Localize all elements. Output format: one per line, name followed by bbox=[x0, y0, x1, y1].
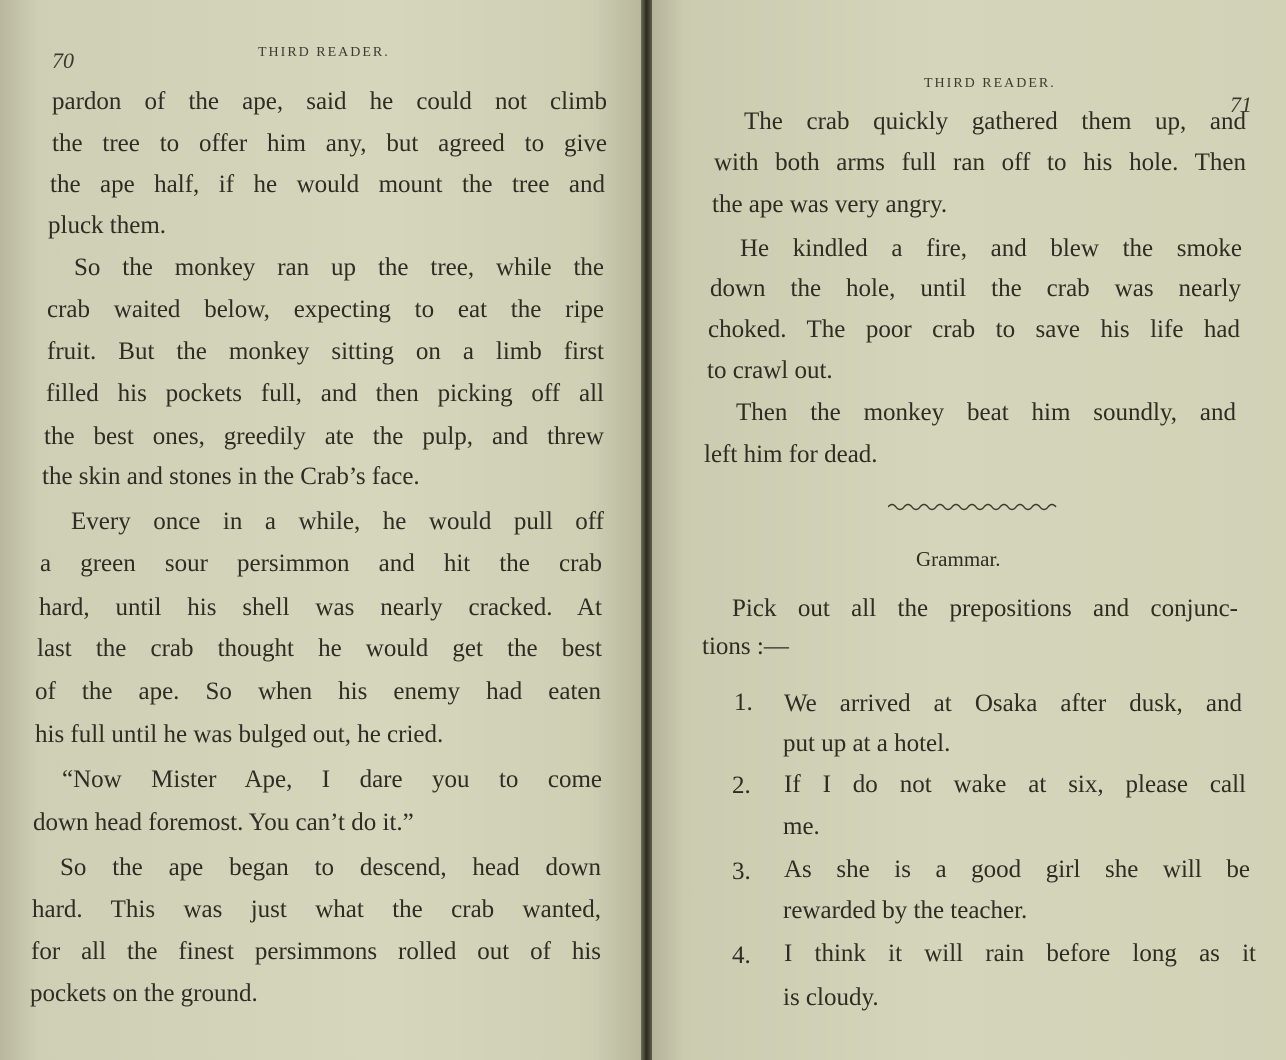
text-line: hard, until his shell was nearly cracked. At bbox=[39, 594, 602, 621]
text-line: his full until he was bulged out, he cried. bbox=[35, 721, 444, 748]
text-line: choked. The poor crab to save his life had bbox=[708, 316, 1240, 343]
wavy-separator bbox=[888, 501, 1058, 513]
exercise-line: me. bbox=[783, 813, 820, 840]
text-line: pluck them. bbox=[48, 212, 167, 239]
section-heading-grammar: Grammar. bbox=[916, 547, 1001, 571]
exercise-line: I think it will rain before long as it bbox=[784, 940, 1256, 967]
text-line: Then the monkey beat him soundly, and bbox=[736, 399, 1236, 426]
text-line: pardon of the ape, said he could not climb bbox=[52, 88, 607, 115]
running-head-left: THIRD READER. bbox=[258, 45, 390, 60]
exercise-number: 4. bbox=[732, 942, 751, 969]
exercise-line: rewarded by the teacher. bbox=[783, 897, 1028, 924]
text-line: hard. This was just what the crab wanted, bbox=[32, 896, 601, 923]
text-line: “Now Mister Ape, I dare you to come bbox=[62, 766, 602, 793]
text-line: down the hole, until the crab was nearly bbox=[710, 275, 1241, 302]
exercise-line: We arrived at Osaka after dusk, and bbox=[784, 690, 1242, 717]
book-gutter bbox=[641, 0, 652, 1060]
text-line: the skin and stones in the Crab’s face. bbox=[42, 463, 420, 490]
text-line: He kindled a fire, and blew the smoke bbox=[740, 235, 1242, 262]
exercise-number: 3. bbox=[732, 858, 751, 885]
text-line: with both arms full ran off to his hole. Then bbox=[714, 149, 1246, 176]
text-line: the tree to offer him any, but agreed to give bbox=[52, 130, 607, 157]
text-line: So the monkey ran up the tree, while the bbox=[74, 254, 604, 281]
exercise-line: As she is a good girl she will be bbox=[784, 856, 1250, 883]
text-line: Every once in a while, he would pull off bbox=[71, 508, 604, 535]
text-line: So the ape began to descend, head down bbox=[60, 854, 601, 881]
instruction-line: tions :— bbox=[702, 633, 789, 660]
text-line: fruit. But the monkey sitting on a limb first bbox=[47, 338, 604, 365]
page-number-right: 71 bbox=[1230, 92, 1252, 117]
text-line: crab waited below, expecting to eat the ripe bbox=[47, 296, 604, 323]
exercise-line: is cloudy. bbox=[783, 984, 879, 1011]
left-page bbox=[0, 0, 641, 1060]
text-line: the ape was very angry. bbox=[712, 191, 948, 218]
text-line: a green sour persimmon and hit the crab bbox=[40, 550, 602, 577]
text-line: down head foremost. You can’t do it.” bbox=[33, 809, 414, 836]
exercise-line: If I do not wake at six, please call bbox=[784, 771, 1246, 798]
exercise-line: put up at a hotel. bbox=[783, 730, 951, 757]
text-line: of the ape. So when his enemy had eaten bbox=[35, 678, 601, 705]
text-line: the best ones, greedily ate the pulp, and threw bbox=[44, 423, 604, 450]
text-line: last the crab thought he would get the best bbox=[37, 635, 602, 662]
text-line: the ape half, if he would mount the tree and bbox=[50, 171, 605, 198]
text-line: for all the finest persimmons rolled out of his bbox=[31, 938, 601, 965]
instruction-line: Pick out all the prepositions and conjunc- bbox=[732, 595, 1238, 622]
text-line: pockets on the ground. bbox=[30, 980, 258, 1007]
text-line: left him for dead. bbox=[704, 441, 878, 468]
text-line: The crab quickly gathered them up, and bbox=[744, 108, 1246, 135]
page-number-left: 70 bbox=[52, 48, 74, 73]
running-head-right: THIRD READER. bbox=[924, 76, 1056, 91]
exercise-number: 1. bbox=[734, 689, 753, 716]
right-page bbox=[652, 0, 1286, 1060]
text-line: to crawl out. bbox=[707, 357, 833, 384]
exercise-number: 2. bbox=[732, 772, 751, 799]
text-line: filled his pockets full, and then picking off all bbox=[46, 380, 604, 407]
